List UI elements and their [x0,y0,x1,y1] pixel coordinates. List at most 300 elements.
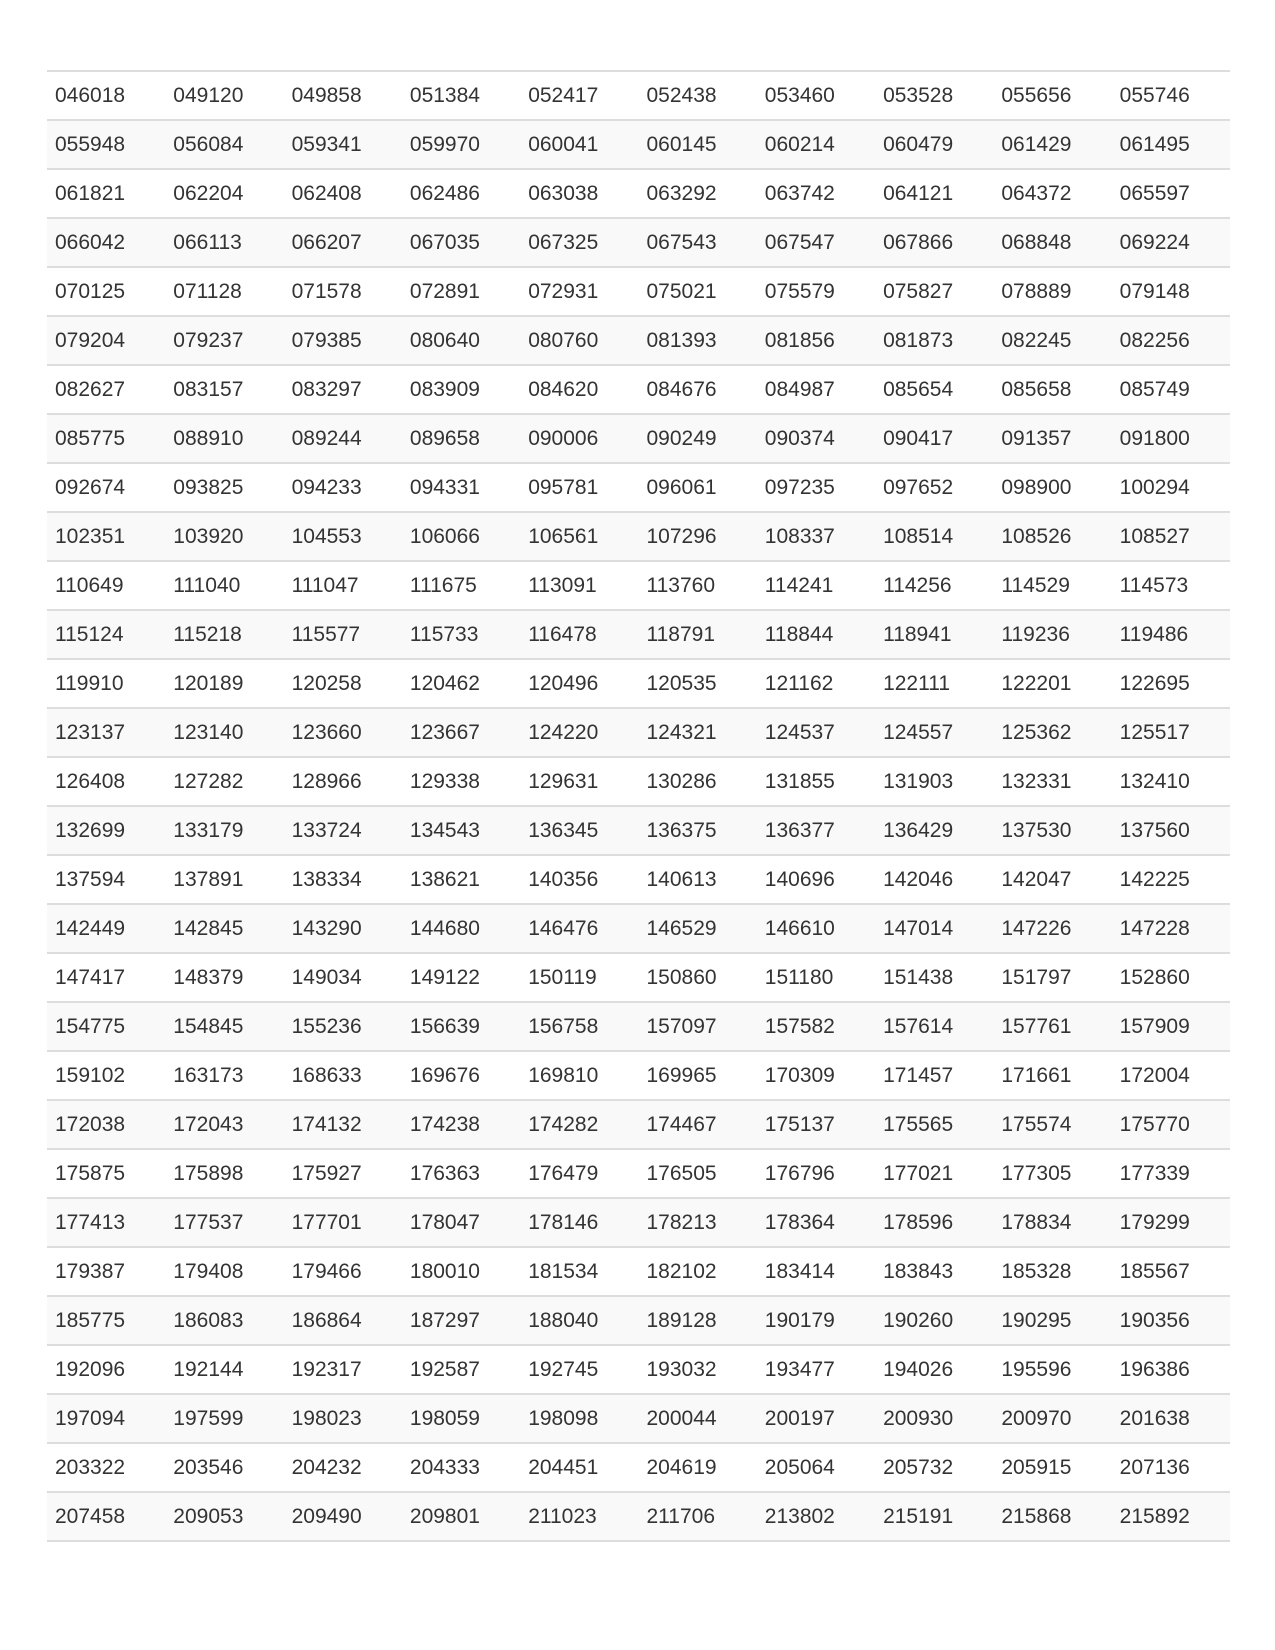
table-cell: 200970 [993,1394,1111,1443]
table-cell: 097652 [875,463,993,512]
table-cell: 151797 [993,953,1111,1002]
table-cell: 122201 [993,659,1111,708]
table-cell: 159102 [47,1051,165,1100]
table-cell: 119910 [47,659,165,708]
table-cell: 083157 [165,365,283,414]
table-cell: 196386 [1112,1345,1230,1394]
table-cell: 133179 [165,806,283,855]
table-cell: 207458 [47,1492,165,1541]
table-cell: 124220 [520,708,638,757]
table-cell: 176479 [520,1149,638,1198]
table-cell: 134543 [402,806,520,855]
table-cell: 072931 [520,267,638,316]
number-table-body [47,71,1230,1541]
table-cell: 179408 [165,1247,283,1296]
table-cell: 149122 [402,953,520,1002]
table-cell: 178146 [520,1198,638,1247]
table-cell: 052417 [520,71,638,120]
table-cell: 127282 [165,757,283,806]
table-cell: 075827 [875,267,993,316]
table-cell: 097235 [757,463,875,512]
table-cell: 083297 [284,365,402,414]
table-cell: 111040 [165,561,283,610]
table-cell: 192745 [520,1345,638,1394]
table-cell: 175137 [757,1100,875,1149]
table-cell: 205915 [993,1443,1111,1492]
table-cell: 130286 [638,757,756,806]
table-cell: 064372 [993,169,1111,218]
table-cell: 062486 [402,169,520,218]
table-cell: 055948 [47,120,165,169]
table-cell: 192096 [47,1345,165,1394]
table-cell: 085658 [993,365,1111,414]
table-cell: 147228 [1112,904,1230,953]
table-cell: 157582 [757,1002,875,1051]
table-row [47,1443,1230,1492]
table-cell: 203322 [47,1443,165,1492]
table-cell: 075021 [638,267,756,316]
table-cell: 175574 [993,1100,1111,1149]
table-cell: 103920 [165,512,283,561]
table-cell: 071128 [165,267,283,316]
table-cell: 163173 [165,1051,283,1100]
table-cell: 211706 [638,1492,756,1541]
table-cell: 056084 [165,120,283,169]
table-cell: 125517 [1112,708,1230,757]
table-cell: 085775 [47,414,165,463]
table-cell: 088910 [165,414,283,463]
table-cell: 075579 [757,267,875,316]
table-cell: 128966 [284,757,402,806]
table-cell: 081393 [638,316,756,365]
table-cell: 102351 [47,512,165,561]
table-cell: 209490 [284,1492,402,1541]
table-cell: 192587 [402,1345,520,1394]
table-cell: 122695 [1112,659,1230,708]
table-cell: 155236 [284,1002,402,1051]
table-cell: 197599 [165,1394,283,1443]
table-cell: 140696 [757,855,875,904]
table-cell: 150860 [638,953,756,1002]
table-cell: 178213 [638,1198,756,1247]
table-cell: 201638 [1112,1394,1230,1443]
table-cell: 142047 [993,855,1111,904]
table-cell: 175927 [284,1149,402,1198]
table-cell: 108337 [757,512,875,561]
table-cell: 079204 [47,316,165,365]
table-cell: 185775 [47,1296,165,1345]
table-cell: 059341 [284,120,402,169]
table-cell: 060145 [638,120,756,169]
table-cell: 169965 [638,1051,756,1100]
table-cell: 168633 [284,1051,402,1100]
table-cell: 175875 [47,1149,165,1198]
table-cell: 215191 [875,1492,993,1541]
table-cell: 136345 [520,806,638,855]
table-cell: 062204 [165,169,283,218]
table-cell: 215868 [993,1492,1111,1541]
table-cell: 126408 [47,757,165,806]
table-cell: 154775 [47,1002,165,1051]
table-cell: 190356 [1112,1296,1230,1345]
table-cell: 137891 [165,855,283,904]
table-cell: 183414 [757,1247,875,1296]
table-cell: 118791 [638,610,756,659]
table-cell: 122111 [875,659,993,708]
table-cell: 120535 [638,659,756,708]
table-cell: 129338 [402,757,520,806]
table-cell: 175898 [165,1149,283,1198]
table-cell: 156639 [402,1002,520,1051]
table-cell: 114529 [993,561,1111,610]
table-cell: 113091 [520,561,638,610]
table-cell: 094233 [284,463,402,512]
table-cell: 131855 [757,757,875,806]
table-cell: 172043 [165,1100,283,1149]
table-cell: 151180 [757,953,875,1002]
table-cell: 207136 [1112,1443,1230,1492]
table-cell: 150119 [520,953,638,1002]
table-row [47,757,1230,806]
table-cell: 120496 [520,659,638,708]
table-cell: 085749 [1112,365,1230,414]
table-cell: 052438 [638,71,756,120]
table-cell: 174282 [520,1100,638,1149]
table-cell: 094331 [402,463,520,512]
table-cell: 204451 [520,1443,638,1492]
table-cell: 156758 [520,1002,638,1051]
table-cell: 089244 [284,414,402,463]
table-cell: 115577 [284,610,402,659]
table-cell: 183843 [875,1247,993,1296]
table-row [47,1051,1230,1100]
table-cell: 197094 [47,1394,165,1443]
table-cell: 205732 [875,1443,993,1492]
table-cell: 108514 [875,512,993,561]
table-cell: 178047 [402,1198,520,1247]
table-cell: 203546 [165,1443,283,1492]
table-cell: 177305 [993,1149,1111,1198]
table-cell: 068848 [993,218,1111,267]
table-cell: 132699 [47,806,165,855]
table-cell: 177701 [284,1198,402,1247]
table-cell: 114256 [875,561,993,610]
table-cell: 157761 [993,1002,1111,1051]
table-cell: 091800 [1112,414,1230,463]
table-cell: 181534 [520,1247,638,1296]
table-cell: 213802 [757,1492,875,1541]
table-cell: 179387 [47,1247,165,1296]
table-cell: 066207 [284,218,402,267]
table-cell: 177537 [165,1198,283,1247]
table-cell: 157909 [1112,1002,1230,1051]
table-cell: 131903 [875,757,993,806]
table-cell: 121162 [757,659,875,708]
table-cell: 115733 [402,610,520,659]
table-row [47,512,1230,561]
table-cell: 144680 [402,904,520,953]
table-cell: 186864 [284,1296,402,1345]
table-cell: 193477 [757,1345,875,1394]
table-cell: 215892 [1112,1492,1230,1541]
table-cell: 195596 [993,1345,1111,1394]
table-cell: 186083 [165,1296,283,1345]
table-cell: 080760 [520,316,638,365]
table-cell: 090374 [757,414,875,463]
table-cell: 190295 [993,1296,1111,1345]
table-cell: 149034 [284,953,402,1002]
table-cell: 137594 [47,855,165,904]
table-cell: 079385 [284,316,402,365]
table-cell: 083909 [402,365,520,414]
table-cell: 069224 [1112,218,1230,267]
table-cell: 063742 [757,169,875,218]
table-cell: 157614 [875,1002,993,1051]
table-cell: 200197 [757,1394,875,1443]
table-cell: 119486 [1112,610,1230,659]
table-cell: 124557 [875,708,993,757]
table-row [47,169,1230,218]
table-cell: 182102 [638,1247,756,1296]
table-row [47,120,1230,169]
table-cell: 148379 [165,953,283,1002]
table-row [47,316,1230,365]
table-cell: 138621 [402,855,520,904]
table-cell: 137560 [1112,806,1230,855]
table-cell: 080640 [402,316,520,365]
table-cell: 082245 [993,316,1111,365]
table-cell: 071578 [284,267,402,316]
table-cell: 124537 [757,708,875,757]
table-cell: 067325 [520,218,638,267]
table-cell: 124321 [638,708,756,757]
table-cell: 177021 [875,1149,993,1198]
table-cell: 098900 [993,463,1111,512]
table-row [47,1345,1230,1394]
table-cell: 178364 [757,1198,875,1247]
table-cell: 120189 [165,659,283,708]
table-row [47,1149,1230,1198]
table-cell: 106561 [520,512,638,561]
table-cell: 049858 [284,71,402,120]
table-cell: 169676 [402,1051,520,1100]
table-cell: 051384 [402,71,520,120]
table-cell: 079237 [165,316,283,365]
table-cell: 193032 [638,1345,756,1394]
table-cell: 078889 [993,267,1111,316]
table-cell: 176505 [638,1149,756,1198]
table-cell: 116478 [520,610,638,659]
table-cell: 211023 [520,1492,638,1541]
table-cell: 062408 [284,169,402,218]
table-cell: 114573 [1112,561,1230,610]
table-row [47,659,1230,708]
table-cell: 123660 [284,708,402,757]
table-cell: 081873 [875,316,993,365]
table-cell: 170309 [757,1051,875,1100]
table-cell: 137530 [993,806,1111,855]
table-cell: 129631 [520,757,638,806]
table-cell: 118844 [757,610,875,659]
table-row [47,855,1230,904]
table-cell: 142449 [47,904,165,953]
table-cell: 108526 [993,512,1111,561]
table-cell: 123140 [165,708,283,757]
table-cell: 067547 [757,218,875,267]
table-cell: 187297 [402,1296,520,1345]
table-cell: 066042 [47,218,165,267]
table-cell: 204619 [638,1443,756,1492]
table-cell: 111675 [402,561,520,610]
table-cell: 176796 [757,1149,875,1198]
table-cell: 204232 [284,1443,402,1492]
table-cell: 084620 [520,365,638,414]
table-cell: 200930 [875,1394,993,1443]
table-cell: 096061 [638,463,756,512]
table-cell: 059970 [402,120,520,169]
table-row [47,708,1230,757]
table-cell: 154845 [165,1002,283,1051]
table-cell: 053460 [757,71,875,120]
table-row [47,1247,1230,1296]
table-row [47,1002,1230,1051]
table-cell: 132410 [1112,757,1230,806]
table-cell: 172004 [1112,1051,1230,1100]
table-cell: 067866 [875,218,993,267]
table-cell: 152860 [1112,953,1230,1002]
table-cell: 209801 [402,1492,520,1541]
table-cell: 115218 [165,610,283,659]
table-cell: 113760 [638,561,756,610]
table-cell: 175565 [875,1100,993,1149]
table-cell: 142046 [875,855,993,904]
table-cell: 175770 [1112,1100,1230,1149]
table-cell: 125362 [993,708,1111,757]
table-cell: 198059 [402,1394,520,1443]
table-cell: 205064 [757,1443,875,1492]
table-cell: 142225 [1112,855,1230,904]
table-cell: 065597 [1112,169,1230,218]
table-cell: 192317 [284,1345,402,1394]
table-cell: 136377 [757,806,875,855]
table-cell: 100294 [1112,463,1230,512]
table-cell: 169810 [520,1051,638,1100]
table-cell: 060041 [520,120,638,169]
table-cell: 172038 [47,1100,165,1149]
table-cell: 090417 [875,414,993,463]
table-row [47,365,1230,414]
table-cell: 106066 [402,512,520,561]
table-cell: 120462 [402,659,520,708]
table-cell: 090006 [520,414,638,463]
table-cell: 194026 [875,1345,993,1394]
table-cell: 133724 [284,806,402,855]
table-cell: 140356 [520,855,638,904]
table-cell: 064121 [875,169,993,218]
table-row [47,1198,1230,1247]
table-cell: 120258 [284,659,402,708]
table-cell: 115124 [47,610,165,659]
table-cell: 178596 [875,1198,993,1247]
table-row [47,610,1230,659]
table-cell: 171457 [875,1051,993,1100]
table-row [47,1492,1230,1541]
table-cell: 142845 [165,904,283,953]
table-cell: 174467 [638,1100,756,1149]
table-cell: 143290 [284,904,402,953]
table-cell: 060479 [875,120,993,169]
table-row [47,953,1230,1002]
table-cell: 104553 [284,512,402,561]
table-cell: 108527 [1112,512,1230,561]
table-cell: 132331 [993,757,1111,806]
table-cell: 091357 [993,414,1111,463]
table-cell: 085654 [875,365,993,414]
table-cell: 138334 [284,855,402,904]
table-cell: 179466 [284,1247,402,1296]
table-cell: 093825 [165,463,283,512]
table-cell: 061821 [47,169,165,218]
table-cell: 046018 [47,71,165,120]
table-cell: 107296 [638,512,756,561]
table-cell: 198098 [520,1394,638,1443]
table-cell: 147014 [875,904,993,953]
table-cell: 174238 [402,1100,520,1149]
table-cell: 136429 [875,806,993,855]
table-cell: 123667 [402,708,520,757]
table-cell: 092674 [47,463,165,512]
table-cell: 072891 [402,267,520,316]
table-cell: 209053 [165,1492,283,1541]
table-cell: 082627 [47,365,165,414]
table-row [47,1296,1230,1345]
table-cell: 110649 [47,561,165,610]
table-row [47,218,1230,267]
table-cell: 204333 [402,1443,520,1492]
table-cell: 089658 [402,414,520,463]
table-cell: 053528 [875,71,993,120]
table-cell: 084676 [638,365,756,414]
table-cell: 070125 [47,267,165,316]
table-cell: 146610 [757,904,875,953]
table-cell: 095781 [520,463,638,512]
table-cell: 200044 [638,1394,756,1443]
table-cell: 090249 [638,414,756,463]
table-cell: 177413 [47,1198,165,1247]
table-cell: 063292 [638,169,756,218]
table-cell: 119236 [993,610,1111,659]
table-cell: 067543 [638,218,756,267]
table-cell: 061495 [1112,120,1230,169]
table-cell: 049120 [165,71,283,120]
table-cell: 082256 [1112,316,1230,365]
table-cell: 192144 [165,1345,283,1394]
table-cell: 171661 [993,1051,1111,1100]
table-row [47,806,1230,855]
number-table [47,70,1230,1542]
table-cell: 176363 [402,1149,520,1198]
table-row [47,1394,1230,1443]
table-cell: 190179 [757,1296,875,1345]
table-row [47,1100,1230,1149]
table-cell: 111047 [284,561,402,610]
table-cell: 055656 [993,71,1111,120]
table-cell: 060214 [757,120,875,169]
table-cell: 146476 [520,904,638,953]
table-cell: 147226 [993,904,1111,953]
table-cell: 136375 [638,806,756,855]
table-row [47,414,1230,463]
